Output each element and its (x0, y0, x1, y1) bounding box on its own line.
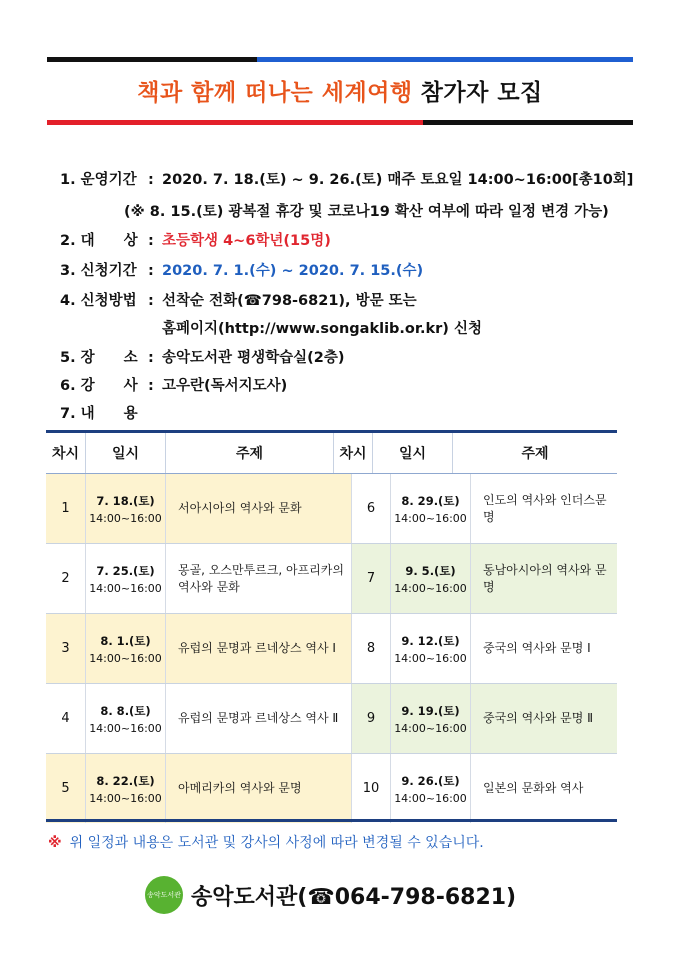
table-header (46, 433, 617, 474)
info-apply (60, 259, 423, 280)
table-row (46, 614, 617, 684)
title-rest: 참가자 모집 (420, 80, 543, 106)
session-topic: 일본의 문화와 역사 (483, 781, 584, 795)
note-text: 위 일정과 내용은 도서관 및 강사의 사정에 따라 변경될 수 있습니다. (69, 835, 484, 851)
place-value: 송악도서관 평생학습실(2층) (162, 350, 345, 366)
title-bottom-bar (47, 120, 633, 125)
time-label: 14:00~16:00 (89, 581, 162, 595)
session-date (391, 754, 471, 823)
session-topic: 중국의 역사와 문명 Ⅱ (471, 684, 617, 753)
method-value: 선착순 전화(☎798-6821), 방문 또는 (162, 293, 417, 309)
date-label: 8. 22.(토) (96, 773, 155, 788)
session-number: 4 (46, 684, 86, 753)
page-title (47, 74, 633, 107)
library-contact: 송악도서관(☎064-798-6821) (191, 884, 517, 910)
date-label: 9. 12.(토) (401, 633, 460, 648)
session-date (86, 754, 166, 823)
table-row (46, 544, 617, 614)
table-row (46, 754, 617, 823)
time-label: 14:00~16:00 (89, 651, 162, 665)
date-label: 9. 5.(토) (405, 563, 456, 578)
info-teacher (60, 374, 287, 395)
time-label: 14:00~16:00 (394, 791, 467, 805)
title-top-bar (47, 57, 633, 62)
date-label: 8. 8.(토) (100, 703, 151, 718)
teacher-label: 6. 강 사 (60, 378, 138, 394)
session-date (391, 684, 471, 753)
date-label: 7. 18.(토) (96, 493, 155, 508)
table-row (46, 684, 617, 754)
header-date: 일시 (373, 433, 453, 473)
colon: : (148, 233, 154, 249)
session-number: 6 (352, 474, 391, 543)
session-number: 9 (352, 684, 391, 753)
session-topic: 중국의 역사와 문명 Ⅰ (483, 641, 591, 655)
colon: : (148, 350, 154, 366)
date-label: 9. 19.(토) (401, 703, 460, 718)
library-logo (145, 876, 183, 914)
date-label: 9. 26.(토) (401, 773, 460, 788)
date-label: 7. 25.(토) (96, 563, 155, 578)
method-label: 4. 신청방법 (60, 293, 137, 309)
logo-text: 송악도서관 (147, 891, 181, 899)
time-label: 14:00~16:00 (394, 511, 467, 525)
session-topic: 인도의 역사와 인더스문명 (483, 492, 607, 524)
date-label: 8. 1.(토) (100, 633, 151, 648)
title-banner (47, 57, 633, 125)
session-date (86, 684, 166, 753)
info-method-line2: 홈페이지(http://www.songaklib.or.kr) 신청 (162, 321, 482, 337)
session-date (391, 544, 471, 613)
content-label: 7. 내 용 (60, 406, 138, 422)
session-number: 10 (352, 754, 391, 823)
footer (145, 875, 516, 915)
session-number: 1 (46, 474, 86, 543)
colon: : (148, 263, 154, 279)
table-row (46, 474, 617, 544)
period-label: 1. 운영기간 (60, 172, 137, 188)
session-date (391, 474, 471, 543)
session-topic: 동남아시아의 역사와 문명 (471, 544, 617, 613)
target-value: 초등학생 4~6학년(15명) (162, 233, 331, 249)
header-session: 차시 (46, 433, 86, 473)
header-session: 차시 (334, 433, 373, 473)
session-number: 8 (352, 614, 391, 683)
session-date (86, 614, 166, 683)
colon: : (148, 378, 154, 394)
time-label: 14:00~16:00 (89, 791, 162, 805)
colon: : (148, 293, 154, 309)
colon: : (148, 172, 154, 188)
schedule-table (46, 430, 617, 822)
session-topic: 서아시아의 역사와 문화 (166, 474, 352, 543)
title-highlight: 책과 함께 떠나는 세계여행 (137, 80, 413, 106)
time-label: 14:00~16:00 (394, 721, 467, 735)
header-date: 일시 (86, 433, 166, 473)
schedule-note (48, 832, 484, 852)
session-date (86, 544, 166, 613)
target-label: 2. 대 상 (60, 233, 138, 249)
header-topic: 주제 (166, 433, 334, 473)
info-method (60, 289, 417, 310)
session-number: 2 (46, 544, 86, 613)
info-place (60, 346, 344, 367)
table-bottom-rule (46, 819, 617, 822)
note-mark: ※ (48, 835, 62, 851)
time-label: 14:00~16:00 (394, 581, 467, 595)
session-topic: 아메리카의 역사와 문명 (166, 754, 352, 823)
place-label: 5. 장 소 (60, 350, 138, 366)
teacher-value: 고우란(독서지도사) (162, 378, 288, 394)
session-topic: 몽골, 오스만투르크, 아프리카의 역사와 문화 (166, 544, 352, 613)
apply-label: 3. 신청기간 (60, 263, 137, 279)
session-number: 5 (46, 754, 86, 823)
time-label: 14:00~16:00 (89, 721, 162, 735)
session-topic: 유럽의 문명과 르네상스 역사 Ⅱ (166, 684, 352, 753)
session-number: 3 (46, 614, 86, 683)
session-date (391, 614, 471, 683)
info-content (60, 402, 148, 423)
apply-value: 2020. 7. 1.(수) ~ 2020. 7. 15.(수) (162, 263, 424, 279)
header-topic: 주제 (521, 446, 549, 462)
info-period (60, 168, 633, 189)
info-target (60, 229, 331, 250)
time-label: 14:00~16:00 (394, 651, 467, 665)
session-number: 7 (352, 544, 391, 613)
time-label: 14:00~16:00 (89, 511, 162, 525)
session-topic: 유럽의 문명과 르네상스 역사 Ⅰ (166, 614, 352, 683)
date-label: 8. 29.(토) (401, 493, 460, 508)
info-period-note: (※ 8. 15.(토) 광복절 휴강 및 코로나19 확산 여부에 따라 일정 변경 가능) (124, 204, 609, 220)
session-date (86, 474, 166, 543)
period-value: 2020. 7. 18.(토) ~ 9. 26.(토) 매주 토요일 14:00~16:00[총10회] (162, 172, 634, 188)
